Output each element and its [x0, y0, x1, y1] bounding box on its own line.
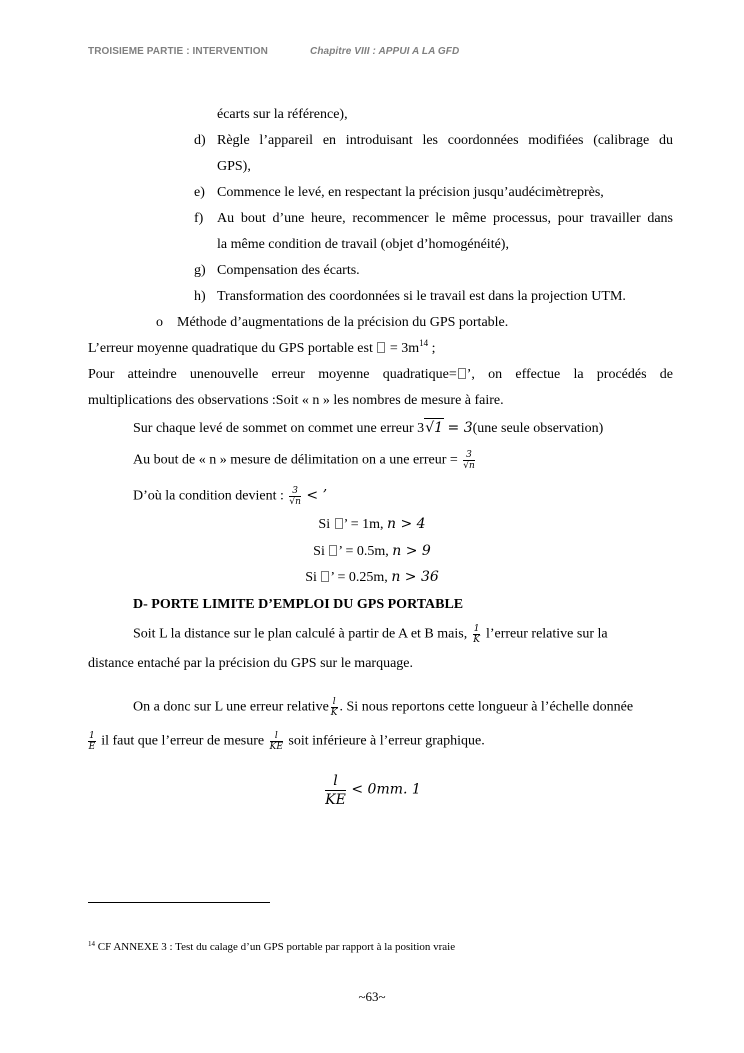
- sqrt-argument: 1: [434, 420, 444, 436]
- header-part: TROISIEME PARTIE : INTERVENTION: [88, 46, 268, 57]
- para-text: L’erreur moyenne quadratique du GPS portable est: [88, 341, 373, 356]
- page-number: ~63~: [358, 989, 386, 1004]
- list-item-text: Commence le levé, en respectant la précision jusqu’audécimètreprès,: [217, 185, 604, 200]
- para-text: Soit L la distance sur le plan calculé à partir de A et B mais,: [133, 626, 468, 642]
- missing-glyph-icon: [377, 342, 385, 353]
- para-text: D’où la condition devient :: [133, 488, 284, 504]
- fraction-numerator: 3: [463, 450, 475, 461]
- fraction-numerator: l: [325, 772, 346, 791]
- list-item-text: GPS),: [217, 159, 251, 174]
- condition-prefix: Si: [318, 517, 331, 532]
- para-line: [88, 366, 673, 384]
- para-line: [133, 697, 633, 718]
- header-chapter: Chapitre VIII : APPUI A LA GFD: [310, 46, 460, 57]
- fraction-denominator: K: [473, 635, 480, 645]
- footnote-reference: 14: [419, 338, 429, 348]
- fraction-denominator: √n: [463, 461, 475, 471]
- paragraph-single-observation: [133, 418, 603, 438]
- missing-glyph-icon: [335, 518, 343, 529]
- para-text: ’, on effectue la procédés de: [466, 367, 673, 382]
- fraction-denominator-var: n: [295, 497, 301, 507]
- list-item-c-continuation: écarts sur la référence),: [217, 107, 348, 122]
- missing-glyph-icon: [321, 571, 329, 582]
- missing-glyph-icon: [329, 545, 337, 556]
- condition-line: [0, 568, 744, 587]
- list-item-text: Règle l’appareil en introduisant les coordonnées modifiées (calibrage du: [217, 133, 673, 148]
- para-text: Au bout de « n » mesure de délimitation on a une erreur =: [133, 452, 458, 468]
- condition-value: ’ = 1m,: [343, 517, 384, 532]
- math-equality: = 3: [447, 420, 473, 436]
- fraction-3-over-sqrt-n: [289, 486, 301, 507]
- para-text: l’erreur relative sur la: [485, 626, 608, 642]
- bullet-marker: o: [156, 315, 163, 330]
- list-item-text: Au bout d’une heure, recommencer le même processus, pour travailler dans: [217, 211, 673, 226]
- list-item-text: la même condition de travail (objet d’homogénéité),: [217, 237, 509, 252]
- condition-value: ’ = 0.25m,: [330, 570, 388, 585]
- paragraph-n-measures: [133, 450, 477, 471]
- fraction-l-over-K: [331, 697, 338, 718]
- fraction-denominator: KE: [269, 742, 283, 752]
- para-line: [133, 624, 608, 645]
- para-text: = 3m: [389, 341, 420, 356]
- fraction-denominator-var: n: [469, 461, 475, 471]
- running-header: [88, 46, 460, 57]
- fraction-denominator: √n: [289, 497, 301, 507]
- condition-prefix: Si: [305, 570, 317, 585]
- para-text: soit inférieure à l’erreur graphique.: [288, 733, 485, 749]
- fraction-3-over-sqrt-n: [463, 450, 475, 471]
- fraction-numerator: l: [270, 731, 283, 742]
- list-marker: g): [194, 263, 206, 278]
- fraction-denominator: KE: [325, 792, 346, 808]
- condition-math: n > 9: [392, 543, 431, 559]
- bullet-text: Méthode d’augmentations de la précision du GPS portable.: [177, 315, 509, 330]
- fraction-denominator: E: [88, 742, 96, 752]
- footnote-text: CF ANNEXE 3 : Test du calage d’un GPS portable par rapport à la position vraie: [97, 941, 456, 953]
- list-item-text: Transformation des coordonnées si le travail est dans la projection UTM.: [217, 289, 626, 304]
- list-marker: d): [194, 133, 206, 148]
- fraction-numerator: l: [332, 697, 336, 707]
- paragraph-gps-error: [88, 340, 436, 358]
- list-marker: h): [194, 289, 206, 304]
- para-text: ;: [431, 341, 436, 356]
- para-line: distance entaché par la précision du GPS sur le marquage.: [88, 656, 414, 671]
- para-line: [88, 731, 485, 752]
- fraction-numerator: 3: [289, 486, 301, 497]
- formula-rhs: < 0mm. 1: [351, 781, 421, 798]
- condition-math: n > 36: [391, 569, 439, 585]
- fraction-l-over-KE: [270, 731, 283, 752]
- list-item-text: Compensation des écarts.: [217, 263, 360, 278]
- list-marker: e): [194, 185, 205, 200]
- fraction-1-over-K: [473, 624, 481, 645]
- list-marker: f): [194, 211, 204, 226]
- fraction-l-over-KE: [325, 772, 346, 809]
- para-text: (une seule observation): [472, 421, 604, 436]
- condition-value: ’ = 0.5m,: [338, 544, 389, 559]
- condition-line: [0, 542, 744, 561]
- fraction-1-over-E: [88, 731, 96, 752]
- condition-prefix: Si: [313, 544, 325, 559]
- fraction-numerator: 1: [473, 624, 480, 634]
- footnote-separator: [88, 902, 270, 903]
- footnote: [88, 941, 455, 953]
- missing-glyph-icon: [458, 368, 466, 379]
- para-text: . Si nous reportons cette longueur à l’échelle donnée: [339, 699, 634, 715]
- fraction-denominator: K: [330, 708, 338, 718]
- section-heading: D- PORTE LIMITE D’EMPLOI DU GPS PORTABLE: [133, 597, 464, 612]
- math-inequality: < ’: [306, 487, 328, 504]
- para-text: Sur chaque levé de sommet on commet une erreur 3: [133, 421, 425, 436]
- para-text: Pour atteindre unenouvelle erreur moyenne quadratique=: [88, 367, 457, 382]
- sqrt-expression: √1: [425, 420, 444, 436]
- condition-math: n > 4: [387, 516, 426, 532]
- footnote-number: 14: [88, 940, 95, 948]
- paragraph-condition: [133, 486, 327, 507]
- para-line: multiplications des observations :Soit « n » les nombres de mesure à faire.: [88, 393, 504, 408]
- para-text: On a donc sur L une erreur relative: [133, 699, 329, 715]
- para-text: il faut que l’erreur de mesure: [101, 733, 265, 749]
- display-formula: [0, 772, 744, 809]
- condition-line: [0, 515, 744, 534]
- fraction-numerator: 1: [89, 731, 95, 741]
